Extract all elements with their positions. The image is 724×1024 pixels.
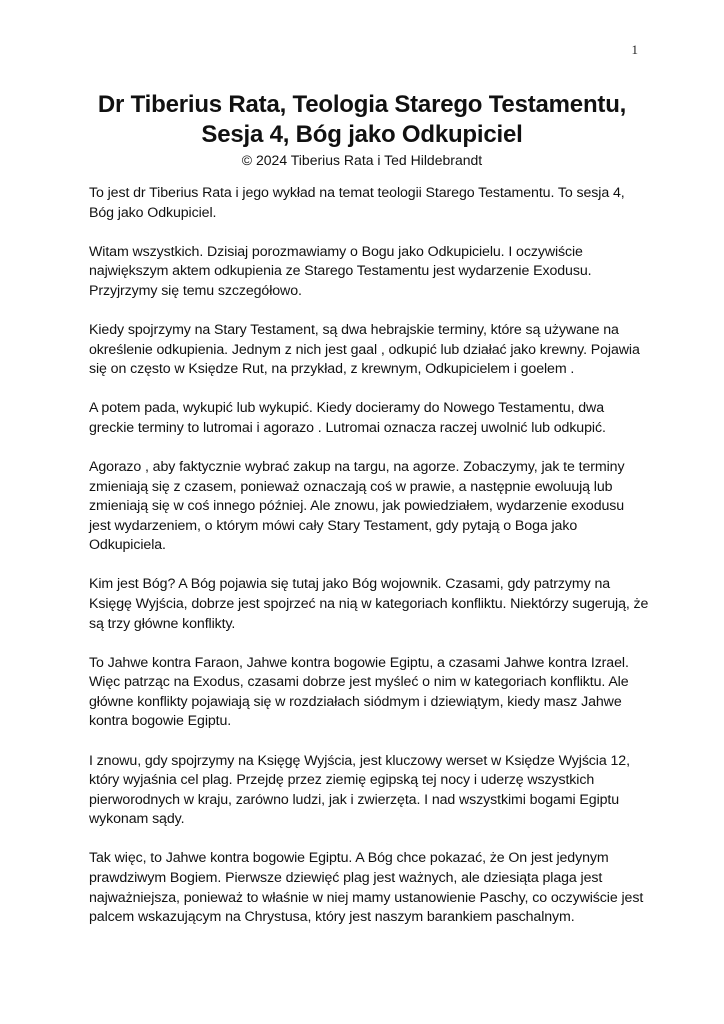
paragraph: Tak więc, to Jahwe kontra bogowie Egiptu. A Bóg chce pokazać, że On jest jedynym prawdziwym Bogiem. Pierwsze dziewięć plag jest ważnych, ale dziesiąta plaga jest najważniejsza, ponieważ to właśnie w niej mamy ustanowienie Paschy, co oczywiście jest palcem wskazującym na Chrystusa, który jest naszym barankiem paschalnym. bbox=[89, 850, 644, 926]
document-body bbox=[89, 184, 649, 947]
title-line-1: Dr Tiberius Rata, Teologia Starego Testamentu, bbox=[97, 91, 627, 118]
paragraph: Kiedy spojrzymy na Stary Testament, są dwa hebrajskie terminy, które są używane na określenie odkupienia. Jednym z nich jest gaal , odkupić lub działać jako krewny. Pojawia się on często w Księdze Rut, na przykład, z krewnym, Odkupicielem i goelem . bbox=[89, 321, 640, 378]
title-line-2: Sesja 4, Bóg jako Odkupiciel bbox=[201, 121, 523, 148]
paragraph: To Jahwe kontra Faraon, Jahwe kontra bogowie Egiptu, a czasami Jahwe kontra Izrael. Więc patrząc na Exodus, czasami dobrze jest myśleć o nim w kategoriach konfliktu. Ale główne konflikty pojawiają się w rozdziałach siódmym i dziewiątym, kiedy masz Jahwe kontra bogowie Egiptu. bbox=[89, 654, 629, 730]
document-title bbox=[60, 90, 664, 150]
paragraph: A potem pada, wykupić lub wykupić. Kiedy docieramy do Nowego Testamentu, dwa greckie terminy to lutromai i agorazo . Lutromai oznacza raczej uwolnić lub odkupić. bbox=[89, 400, 606, 436]
paragraph: To jest dr Tiberius Rata i jego wykład na temat teologii Starego Testamentu. To sesja 4, Bóg jako Odkupiciel. bbox=[89, 185, 625, 221]
document-header bbox=[60, 90, 664, 169]
paragraph: Agorazo , aby faktycznie wybrać zakup na targu, na agorze. Zobaczymy, jak te terminy zmieniają się z czasem, ponieważ oznaczają coś w prawie, a następnie ewoluują lub zmieniają się w coś innego później. Ale znowu, jak powiedziałem, wydarzenie exodusu jest wydarzeniem, o którym mówi cały Stary Testament, gdy pytają o Boga jako Odkupiciela. bbox=[89, 458, 625, 554]
paragraph: I znowu, gdy spojrzymy na Księgę Wyjścia, jest kluczowy werset w Księdze Wyjścia 12, który wyjaśnia cel plag. Przejdę przez ziemię egipską tej nocy i uderzę wszystkich pierworodnych w kraju, zarówno ludzi, jak i zwierzęta. I nad wszystkimi bogami Egiptu wykonam sądy. bbox=[89, 752, 630, 828]
copyright-line: © 2024 Tiberius Rata i Ted Hildebrandt bbox=[241, 152, 483, 168]
paragraph: Witam wszystkich. Dzisiaj porozmawiamy o Bogu jako Odkupicielu. I oczywiście największym aktem odkupienia ze Starego Testamentu jest wydarzenie Exodusu. Przyjrzymy się temu szczegółowo. bbox=[89, 243, 592, 299]
paragraph: Kim jest Bóg? A Bóg pojawia się tutaj jako Bóg wojownik. Czasami, gdy patrzymy na Księgę Wyjścia, dobrze jest spojrzeć na nią w kategoriach konfliktu. Niektórzy sugerują, że są trzy główne konflikty. bbox=[89, 576, 649, 632]
page-number: 1 bbox=[631, 42, 638, 57]
